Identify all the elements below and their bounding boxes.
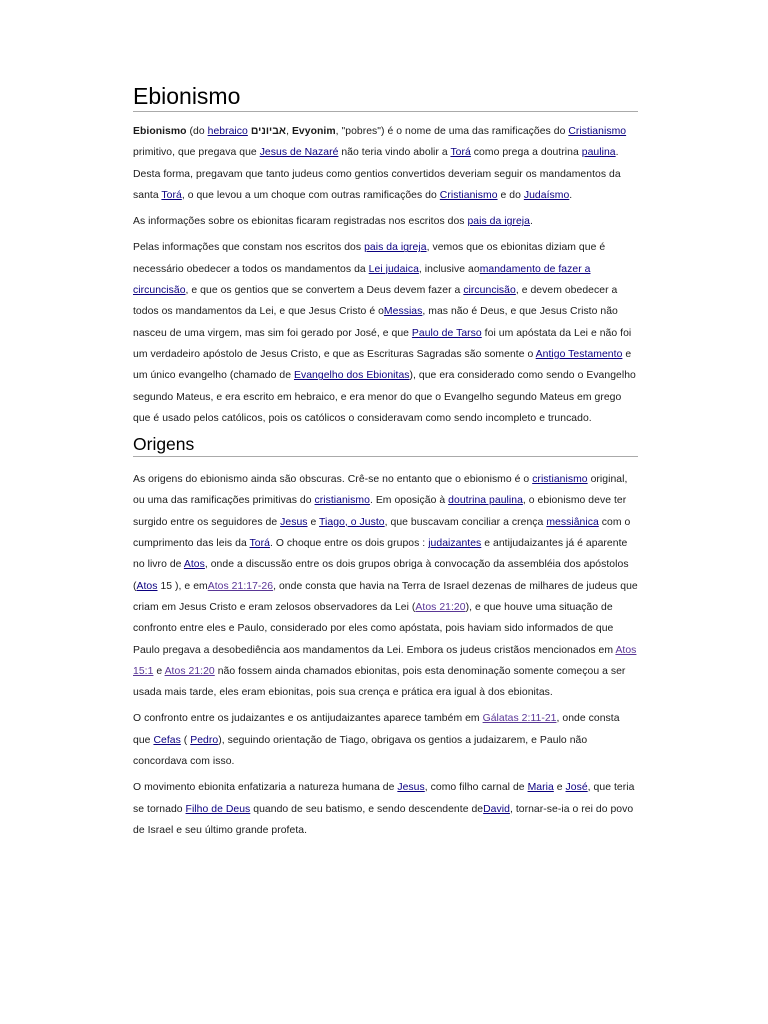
link-paulina[interactable]: paulina [581, 147, 616, 159]
link-atos-21-20[interactable]: Atos 21:20 [164, 665, 215, 677]
text: e um único evangelho (chamado de [133, 348, 632, 382]
paragraph-informacoes [133, 211, 638, 232]
link-cefas[interactable]: Cefas [153, 734, 181, 746]
text: , onde consta que [133, 713, 620, 746]
link-cristianismo[interactable]: Cristianismo [439, 189, 498, 201]
link-pedro[interactable]: Pedro [190, 734, 219, 746]
text: , que teria se tornado [133, 782, 635, 815]
paragraph-crencas [133, 237, 638, 429]
link-jesus[interactable]: Jesus [280, 516, 308, 528]
link-atos-21-20[interactable]: Atos 21:20 [415, 601, 466, 613]
text: , onde consta que havia na Terra de Israel dezenas de milhares de judeus que criam em Jesus Cristo e eram zelosos observadores da Lei ( [133, 580, 638, 613]
text: , [286, 126, 292, 137]
link-hebraico[interactable]: hebraico [207, 126, 248, 137]
link-evangelho-dos-ebionitas[interactable]: Evangelho dos Ebionitas [293, 370, 410, 382]
link-paulo-de-tarso[interactable]: Paulo de Tarso [411, 327, 482, 339]
text: primitivo, que pregava que [133, 147, 260, 159]
text: O confronto entre os judaizantes e os antijudaizantes aparece também em [133, 713, 483, 725]
link-atos[interactable]: Atos [136, 580, 158, 592]
paragraph-galatas [133, 708, 638, 772]
text: , e que os gentios que se convertem a Deus devem fazer a [185, 285, 464, 297]
text: e do [497, 189, 524, 201]
link-maria[interactable]: Maria [527, 782, 554, 794]
text: , tornar-se-ia o rei do povo de Israel e seu último grande profeta. [133, 803, 634, 836]
link-galatas-2-11-21[interactable]: Gálatas 2:11-21 [482, 713, 557, 725]
link-pais-da-igreja[interactable]: pais da igreja [364, 242, 427, 254]
link-circuncisao[interactable]: circuncisão [463, 285, 516, 297]
link-atos-15-1[interactable]: Atos 15:1 [133, 644, 637, 677]
link-jesus[interactable]: Jesus [397, 782, 425, 794]
paragraph-movimento [133, 777, 638, 841]
text: O movimento ebionita enfatizaria a natureza humana de [133, 782, 398, 794]
link-atos-21-17-26[interactable]: Atos 21:17-26 [207, 580, 274, 592]
text: As informações sobre os ebionitas ficaram registradas nos escritos dos [133, 216, 468, 228]
text: ), seguindo orientação de Tiago, obrigava os gentios a judaizarem, e Paulo não concordava com isso. [133, 734, 588, 768]
link-doutrina-paulina[interactable]: doutrina paulina [448, 495, 523, 507]
text: e [153, 665, 165, 677]
text: foi um apóstata da Lei e não foi um verdadeiro apóstolo de Jesus Cristo, e que as Escrituras Sagradas são somente o [133, 327, 632, 360]
text: 15 ), e em [157, 580, 208, 592]
link-david[interactable]: David [483, 803, 510, 815]
text: . Desta forma, pregavam que tanto judeus como gentios convertidos deveriam seguir os mandamentos da santa [133, 147, 621, 201]
text: ( [180, 734, 191, 746]
text: , vemos que os ebionitas diziam que é necessário obedecer a todos os mandamentos da [133, 242, 606, 275]
term-evyonim: Evyonim [291, 126, 336, 137]
link-cristianismo[interactable]: cristianismo [314, 495, 370, 507]
link-tora[interactable]: Torá [161, 189, 182, 201]
text: , "pobres") é o nome de uma das ramificações do [335, 126, 569, 137]
text: , inclusive ao [418, 263, 480, 275]
link-messias[interactable]: Messias [383, 306, 423, 318]
text: , o que levou a um choque com outras ramificações do [181, 189, 440, 201]
text: , como filho carnal de [424, 782, 528, 794]
hebrew-term: אביונים [250, 126, 287, 137]
text: Pelas informações que constam nos escritos dos [133, 242, 365, 254]
text: não fossem ainda chamados ebionitas, pois esta denominação somente começou a ser usada mais tarde, eles eram ebionitas, pois sua crença e prática era igual à dos ebionitas. [133, 665, 626, 699]
link-tora[interactable]: Torá [450, 147, 471, 159]
link-pais-da-igreja[interactable]: pais da igreja [467, 216, 530, 228]
text: com o cumprimento das leis da [133, 516, 631, 550]
text: e antijudaizantes já é aparente no livro de [133, 538, 628, 571]
text: original, ou uma das ramificações primitivas do [133, 474, 628, 507]
link-tora[interactable]: Torá [249, 538, 270, 550]
link-antigo-testamento[interactable]: Antigo Testamento [535, 348, 623, 360]
text: , que buscavam conciliar a crença [384, 516, 547, 528]
term-bold: Ebionismo [133, 126, 187, 137]
link-lei-judaica[interactable]: Lei judaica [368, 263, 419, 275]
link-mandamento-circuncisao[interactable]: mandamento de fazer a circuncisão [133, 263, 591, 297]
section-heading-origens: Origens [133, 433, 638, 457]
link-messianica[interactable]: messiânica [546, 516, 599, 528]
intro-paragraph [133, 121, 638, 206]
link-filho-de-deus[interactable]: Filho de Deus [185, 803, 251, 815]
link-cristianismo[interactable]: Cristianismo [568, 126, 627, 137]
text: quando de seu batismo, e sendo descendente de [250, 803, 484, 815]
link-jose[interactable]: José [565, 782, 588, 794]
text: como prega a doutrina [470, 147, 582, 159]
text: ), que era considerado como sendo o Evangelho segundo Mateus, e era escrito em hebraico, e era menor do que o Evangelho segundo Mateus em grego que é usado pelos católicos, pois os católicos o consideravam como sendo incompleto e truncado. [133, 370, 636, 424]
page-title: Ebionismo [133, 82, 638, 112]
text: , onde a discussão entre os dois grupos obriga à convocação da assembléia dos apóstolos ( [133, 559, 629, 592]
link-atos[interactable]: Atos [183, 559, 205, 571]
text: ), e que houve uma situação de confronto entre eles e Paulo, considerado por eles como apóstata, pois haviam sido informados de que Paulo pregava a desobediência aos mandamentos da Lei. Embora os judeus cristãos mencionados em [133, 601, 616, 656]
text: As origens do ebionismo ainda são obscuras. Crê-se no entanto que o ebionismo é o [133, 474, 533, 486]
link-cristianismo[interactable]: cristianismo [532, 474, 588, 486]
text: , mas não é Deus, e que Jesus Cristo não nasceu de uma virgem, mas sim foi gerado por José, e que [133, 306, 618, 339]
text: , o ebionismo deve ter surgido entre os seguidores de [133, 495, 627, 528]
text: não teria vindo abolir a [338, 147, 451, 159]
text: (do [186, 126, 208, 137]
article-content [133, 82, 638, 841]
text: . [529, 216, 533, 228]
link-tiago-o-justo[interactable]: Tiago, o Justo [319, 516, 385, 528]
paragraph-origens [133, 469, 638, 703]
text: e [307, 516, 320, 528]
text: . O choque entre os dois grupos : [269, 538, 429, 550]
text: e [553, 782, 566, 794]
text: , e devem obedecer a todos os mandamentos da Lei, e que Jesus Cristo é o [133, 285, 618, 318]
link-judaizantes[interactable]: judaizantes [428, 538, 482, 550]
text: . Em oposição à [369, 495, 449, 507]
text: . [569, 189, 573, 201]
link-jesus-de-nazare[interactable]: Jesus de Nazaré [259, 147, 339, 159]
link-judaismo[interactable]: Judaísmo [523, 189, 570, 201]
